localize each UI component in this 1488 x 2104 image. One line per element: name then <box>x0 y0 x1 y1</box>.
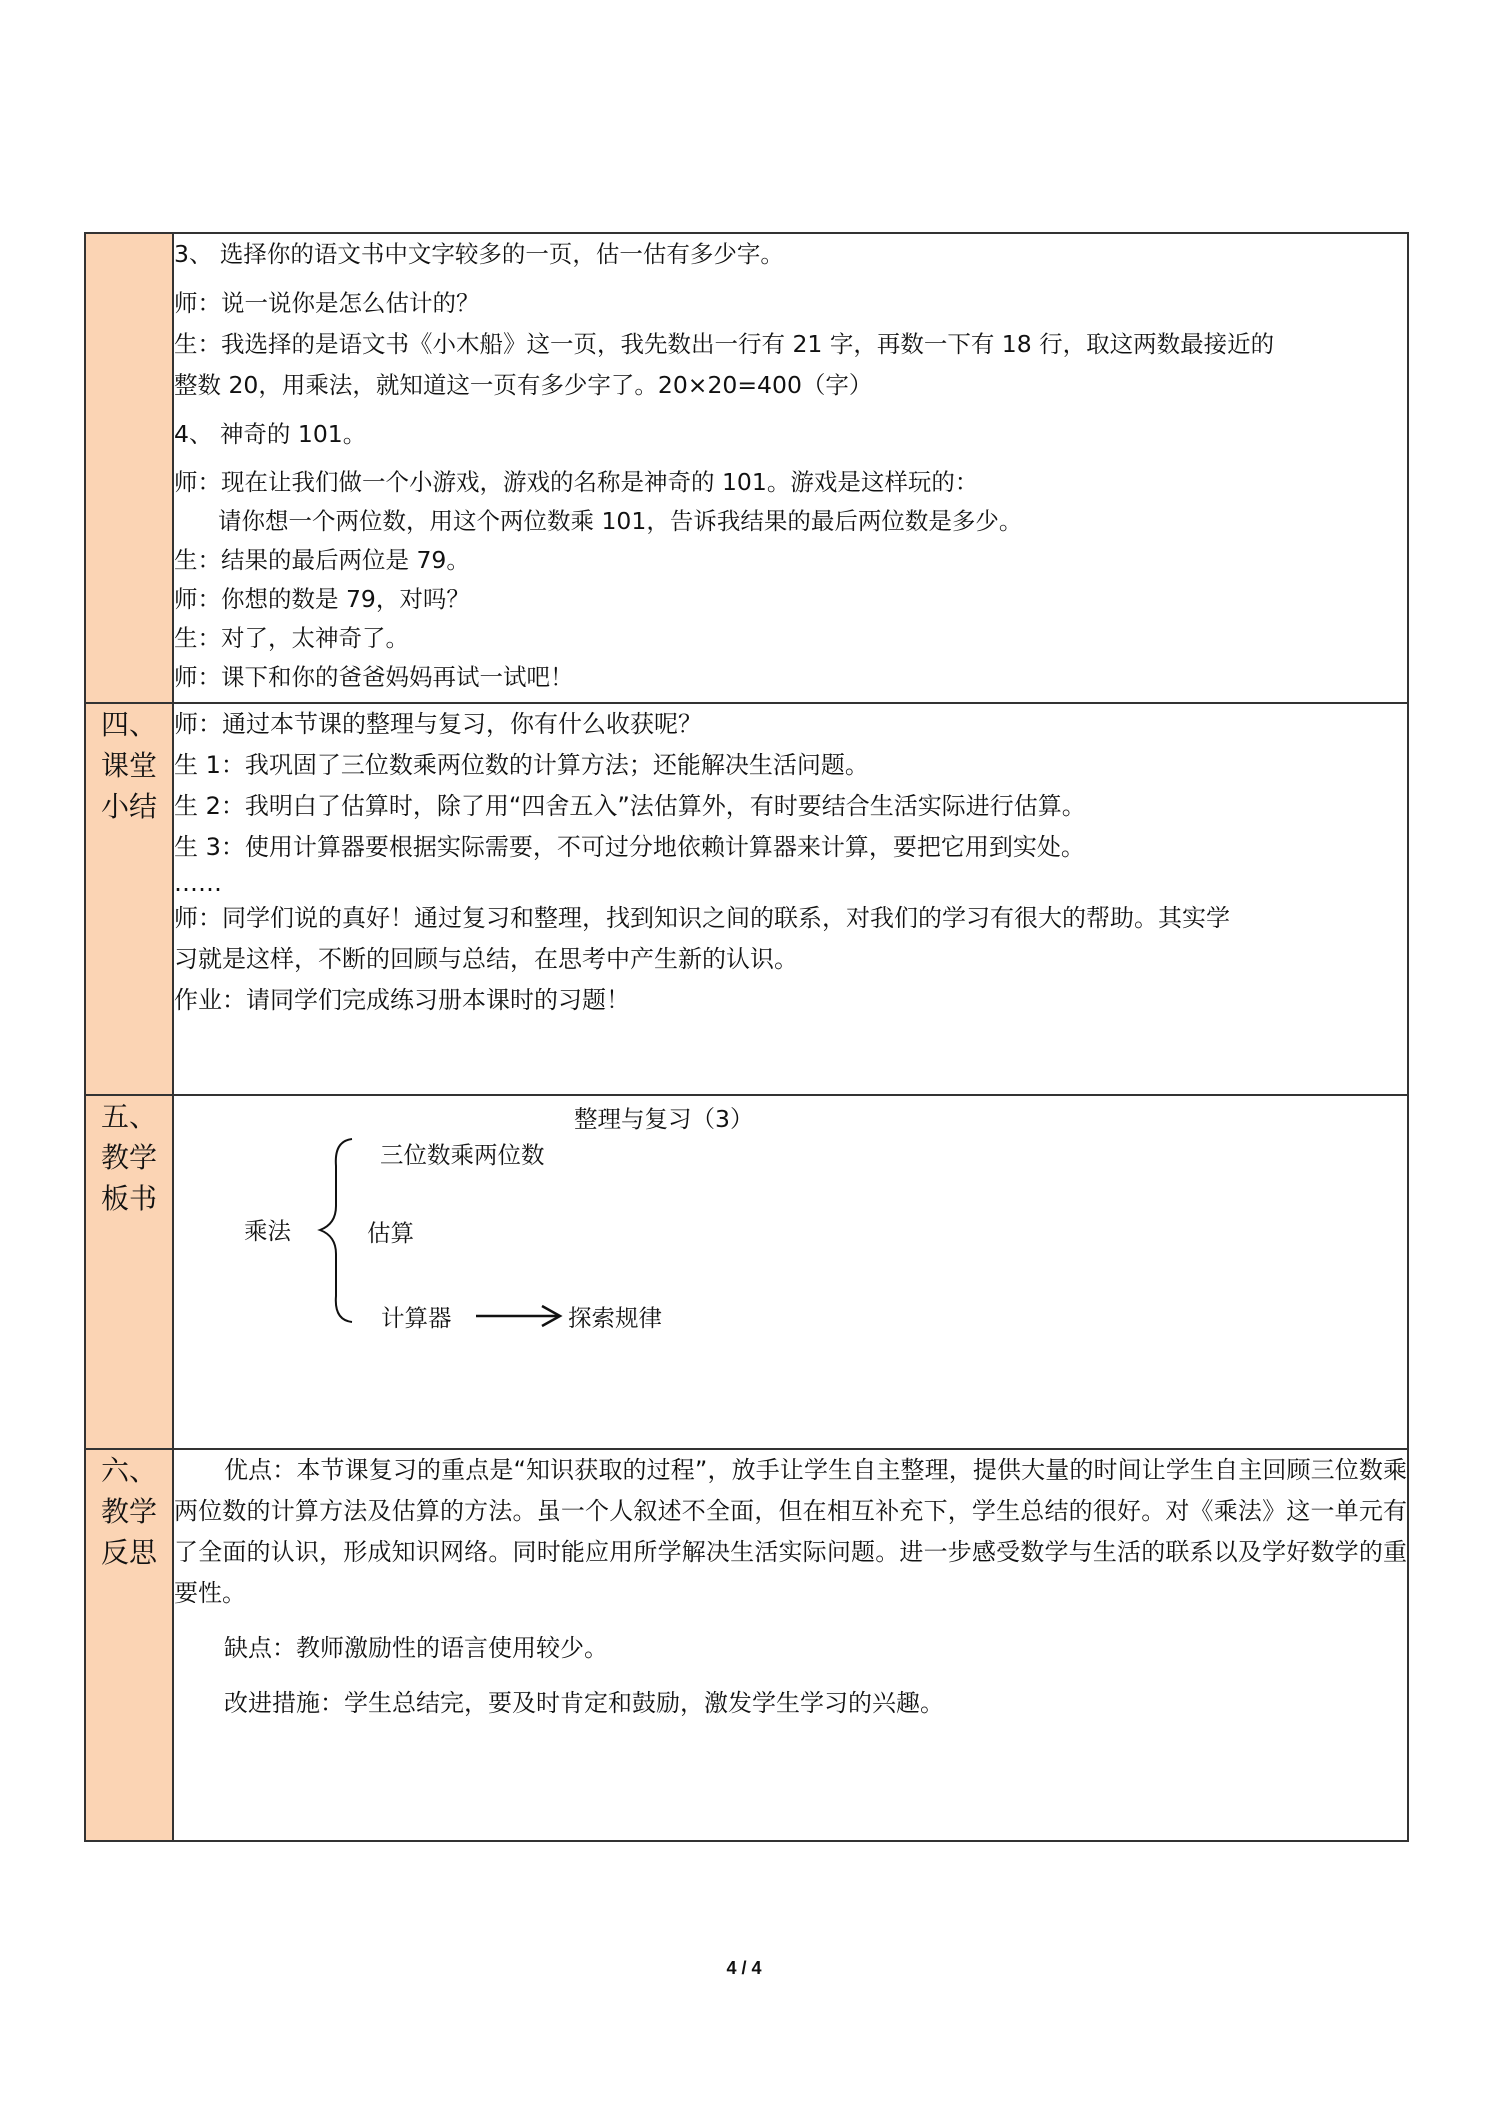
reflection-label-line: 六、 <box>100 1454 157 1487</box>
summary-line: …… <box>174 869 222 897</box>
activity-line: 3、 选择你的语文书中文字较多的一页，估一估有多少字。 <box>174 240 784 268</box>
activity-line: 请你想一个两位数，用这个两位数乘 101，告诉我结果的最后两位数是多少。 <box>218 507 1023 535</box>
reflection-label <box>85 1449 173 1841</box>
board-content <box>173 1095 1408 1449</box>
reflection-row <box>85 1449 1408 1841</box>
board-label-line: 五、 <box>100 1100 157 1133</box>
activity-line: 生：结果的最后两位是 79。 <box>174 546 470 574</box>
board-arrow-target: 探索规律 <box>568 1304 662 1332</box>
brace-shape <box>320 1139 352 1322</box>
board-branch: 估算 <box>367 1219 414 1247</box>
reflection-strengths: 优点：本节课复习的重点是“知识获取的过程”，放手让学生自主整理，提供大量的时间让学生自主回顾三位数乘两位数的计算方法及估算的方法。虽一个人叙述不全面，但在相互补充下，学生总结的很好。对《乘法》这一单元有了全面的认识，形成知识网络。同时能应用所学解决生活实际问题。进一步感受数学与生活的联系以及学好数学的重要性。 <box>174 1456 1407 1607</box>
reflection-label-line: 教学 <box>100 1495 157 1528</box>
board-drawing <box>174 1096 1404 1448</box>
summary-line: 生 3：使用计算器要根据实际需要，不可过分地依赖计算器来计算，要把它用到实处。 <box>174 833 1085 861</box>
board-title: 整理与复习（3） <box>574 1105 754 1133</box>
activity-line: 师：课下和你的爸爸妈妈再试一试吧！ <box>174 663 574 691</box>
summary-label <box>85 703 173 1095</box>
board-label <box>85 1095 173 1449</box>
summary-row <box>85 703 1408 1095</box>
board-diagram <box>174 1096 1407 1448</box>
reflection-weakness: 缺点：教师激励性的语言使用较少。 <box>224 1634 608 1662</box>
board-row <box>85 1095 1408 1449</box>
reflection-content <box>173 1449 1408 1841</box>
summary-line: 师：通过本节课的整理与复习，你有什么收获呢？ <box>174 710 702 738</box>
activity-side-cell <box>85 233 173 703</box>
reflection-improvement: 改进措施：学生总结完，要及时肯定和鼓励，激发学生学习的兴趣。 <box>224 1689 944 1717</box>
board-label-line: 教学 <box>100 1141 157 1174</box>
summary-line: 生 1：我巩固了三位数乘两位数的计算方法；还能解决生活问题。 <box>174 751 869 779</box>
summary-line: 生 2：我明白了估算时，除了用“四舍五入”法估算外，有时要结合生活实际进行估算。 <box>174 792 1086 820</box>
reflection-label-line: 反思 <box>100 1536 157 1569</box>
activity-row <box>85 233 1408 703</box>
activity-line: 师：你想的数是 79，对吗？ <box>174 585 470 613</box>
summary-label-line: 小结 <box>100 790 157 823</box>
activity-line: 生：对了，太神奇了。 <box>174 624 409 652</box>
board-label-line: 板书 <box>100 1182 157 1215</box>
activity-line: 生：我选择的是语文书《小木船》这一页，我先数出一行有 21 字，再数一下有 18 行，取这两数最接近的 <box>174 330 1275 358</box>
activity-content <box>173 233 1408 703</box>
summary-line: 作业：请同学们完成练习册本课时的习题！ <box>174 986 630 1014</box>
activity-line: 整数 20，用乘法，就知道这一页有多少字了。20×20=400（字） <box>174 371 873 399</box>
summary-content <box>173 703 1408 1095</box>
summary-line: 习就是这样，不断的回顾与总结，在思考中产生新的认识。 <box>174 945 798 973</box>
board-root: 乘法 <box>244 1217 291 1245</box>
summary-line: 师：同学们说的真好！通过复习和整理，找到知识之间的联系，对我们的学习有很大的帮助。其实学 <box>174 904 1230 932</box>
activity-line: 师：说一说你是怎么估计的？ <box>174 289 480 317</box>
activity-line: 4、 神奇的 101。 <box>174 420 367 448</box>
activity-line: 师：现在让我们做一个小游戏，游戏的名称是神奇的 101。游戏是这样玩的： <box>174 468 979 496</box>
board-branch: 三位数乘两位数 <box>380 1141 545 1169</box>
page-number: 4 / 4 <box>726 1958 762 1978</box>
board-branch: 计算器 <box>381 1304 452 1332</box>
lesson-plan-table <box>84 232 1409 1842</box>
summary-label-line: 课堂 <box>100 749 157 782</box>
summary-label-line: 四、 <box>100 708 157 741</box>
